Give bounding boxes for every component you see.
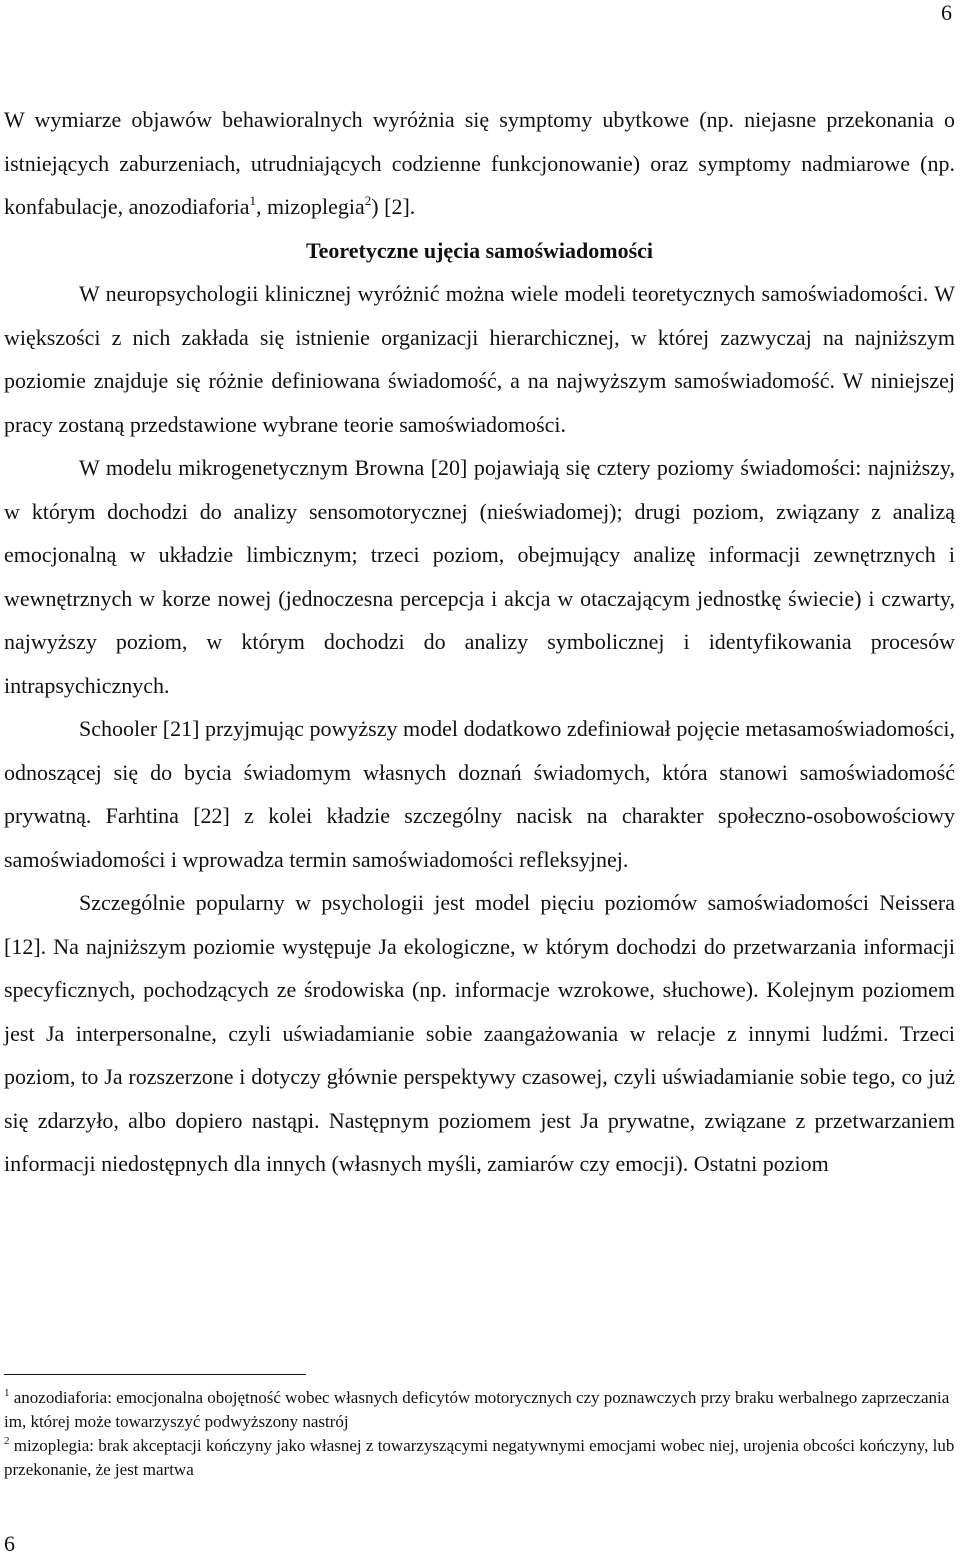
page-number-bottom: 6 [4,1531,15,1556]
paragraph-behavioral-symptoms [4,98,955,229]
footnote-1 [4,1386,955,1434]
paragraph-models-intro: W neuropsychologii klinicznej wyróżnić można wiele modeli teoretycznych samoświadomości. W większości z nich zakłada się istnienie organizacji hierarchicznej, w której zazwyczaj na najniższym poziomie znajduje się różnie definiowana świadomość, a na najwyższym samoświadomość. W niniejszej pracy zostaną przedstawione wybrane teorie samoświadomości. [4,281,955,437]
paragraph-text: W wymiarze objawów behawioralnych wyróżnia się symptomy ubytkowe (np. niejasne przekonania o istniejących zaburzeniach, utrudniających codzienne funkcjonowanie) oraz symptomy nadmiarowe (np. konfabulacje, anozodiaforia [4,107,955,219]
paragraph-brown-model: W modelu mikrogenetycznym Browna [20] pojawiają się cztery poziomy świadomości: najniższy, w którym dochodzi do analizy sensomotorycznej (nieświadomej); drugi poziom, związany z analizą emocjonalną w układzie limbicznym; trzeci poziom, obejmujący analizę informacji zewnętrznych i wewnętrznych w korze nowej (jednoczesna percepcja i akcja w otaczającym jednostkę świecie) i czwarty, najwyższy poziom, w którym dochodzi do analizy symbolicznej i identyfikowania procesów intrapsychicznych. [4,455,955,698]
footnote-separator [4,1374,306,1375]
document-body [4,98,955,1186]
footnote-number: 1 [4,1387,10,1399]
footnotes [4,1386,955,1482]
page-number-top: 6 [941,0,952,25]
paragraph-neisser-model: Szczególnie popularny w psychologii jest model pięciu poziomów samoświadomości Neissera [12]. Na najniższym poziomie występuje Ja ekologiczne, w którym dochodzi do przetwarzania informacji specyficznych, pochodzących ze środowiska (np. informacje wzrokowe, słuchowe). Kolejnym poziomem jest Ja interpersonalne, czyli uświadamianie sobie zaangażowania w relacje z innymi ludźmi. Trzeci poziom, to Ja rozszerzone i dotyczy głównie perspektywy czasowej, czyli uświadamianie sobie tego, co już się zdarzyło, albo dopiero nastąpi. Następnym poziomem jest Ja prywatne, związane z przetwarzaniem informacji niedostępnych dla innych (własnych myśli, zamiarów czy emocji). Ostatni poziom [4,890,955,1176]
footnote-ref-1: 1 [249,193,257,208]
paragraph-text: ) [2]. [371,194,416,219]
paragraph-schooler-farhtina: Schooler [21] przyjmując powyższy model dodatkowo zdefiniował pojęcie metasamoświadomości, odnoszącej się do bycia świadomym własnych doznań świadomych, która stanowi samoświadomość prywatną. Farhtina [22] z kolei kładzie szczególny nacisk na charakter społeczno-osobowościowy samoświadomości i wprowadza termin samoświadomości refleksyjnej. [4,716,955,872]
footnote-text: anozodiaforia: emocjonalna obojętność wobec własnych deficytów motorycznych czy poznawczych przy braku werbalnego zaprzeczania im, której może towarzyszyć podwyższony nastrój [4,1388,950,1431]
footnote-text: mizoplegia: brak akceptacji kończyny jako własnej z towarzyszącymi negatywnymi emocjami wobec niej, urojenia obcości kończyny, lub przekonanie, że jest martwa [4,1436,955,1479]
footnote-number: 2 [4,1435,10,1447]
paragraph-text: , mizoplegia [256,194,365,219]
section-heading: Teoretyczne ujęcia samoświadomości [305,237,654,263]
footnote-ref-2: 2 [364,193,372,208]
footnote-2 [4,1434,955,1482]
